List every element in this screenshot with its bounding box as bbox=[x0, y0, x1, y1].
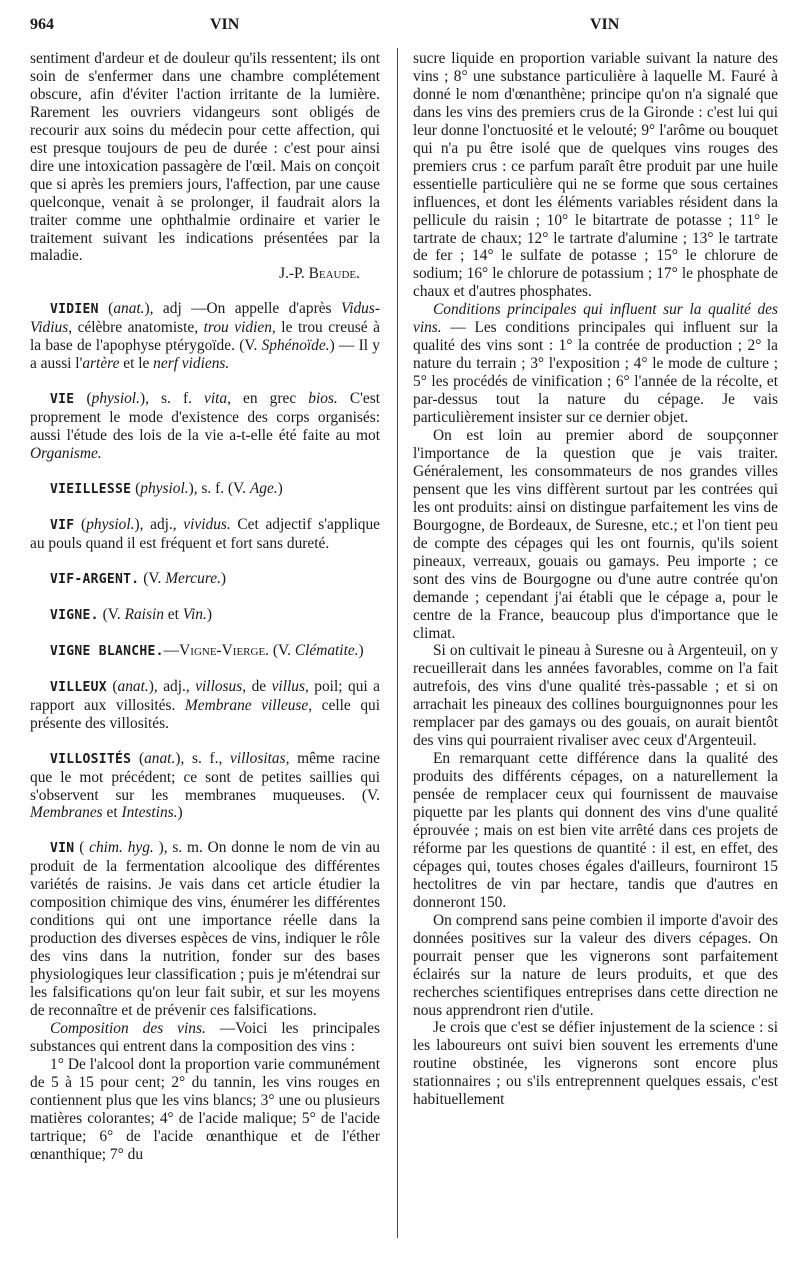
page-header bbox=[30, 16, 778, 44]
headword-vif: VIF bbox=[50, 517, 75, 533]
headword-villosites: VILLOSITÉS bbox=[50, 751, 132, 767]
entry-vie: VIE (physiol.), s. f. vita, en grec bios. C'est proprement le mode d'existence des corps organisés: aussi l'étude des lois de la vie a-t-elle été faite au mot Organisme. bbox=[30, 390, 381, 463]
section-heading-conditions: Conditions principales qui influent sur la qualité des vins. bbox=[413, 301, 778, 337]
left-column bbox=[30, 50, 380, 1164]
page-number: 964 bbox=[30, 16, 54, 33]
column-divider bbox=[397, 48, 398, 1238]
paragraph-science: Je crois que c'est se défier injustement de la science : si les laboureurs ont suivi bien souvent les errements d'une routine obstinée, les vignerons sont encore plus stationnaires ; ou s'ils entreprennent quelques essais, c'est habituellement bbox=[413, 1019, 778, 1109]
composition-list: 1° De l'alcool dont la proportion varie communément de 5 à 15 pour cent; 2° du tannin, les vins rouges en contiennent plus que les vins blancs; 3° une ou plusieurs matières colorantes; 4° de l'acide malique; 5° de l'acide tartrique; 6° de l'acide œnanthique et de l'éther œnanthique; 7° du bbox=[30, 1055, 380, 1163]
entry-villeux: VILLEUX (anat.), adj., villosus, de villus, poil; qui a rapport aux villosités. Membrane villeuse, celle qui présente des villosités. bbox=[30, 677, 380, 732]
headword-vieillesse: VIEILLESSE bbox=[50, 482, 132, 498]
entry-vigne: VIGNE. (V. Raisin et Vin.) bbox=[50, 605, 212, 623]
paragraph-pineau: Si on cultivait le pineau à Suresne ou à Argenteuil, on y recueillerait dans les années favorables, comme on l'a fait autrefois, des vins d'une qualité très-passable ; et si on arrachait les pineaux des collines bourguignonnes pour les remplacer par des gamays ou des gouais, on aurait bientôt des vins qui pourraient rivaliser avec ceux d'Argenteuil. bbox=[413, 642, 778, 750]
section-composition: Composition des vins. —Voici les principales substances qui entrent dans la composition des vins : bbox=[30, 1019, 380, 1055]
headword-vigne: VIGNE. bbox=[50, 607, 99, 623]
section-conditions: Conditions principales qui influent sur la qualité des vins. — Les conditions principales qui influent sur la qualité des vins sont : 1° la contrée de production ; 2° la nature du terrain ; 3° l'exposition ; 4° le mode de culture ; 5° les procédés de vinification ; 6° l'année de la récolte, et par-dessus tout la nature du cépage. Je vais particulièrement insister sur ce dernier objet. bbox=[413, 301, 778, 427]
headword-vidien: VIDIEN bbox=[50, 302, 99, 318]
headword-vigne-blanche: VIGNE BLANCHE. bbox=[50, 643, 164, 659]
section-heading-composition: Composition des vins. bbox=[50, 1019, 206, 1037]
paragraph-quality-difference: En remarquant cette différence dans la qualité des produits des différents cépages, on a naturellement la pensée de remplacer ceux qui fournissent de mauvaise piquette par les plants qui donnent des vins d'une qualité éprouvée ; mais on est bien vite arrêté dans ces projets de réforme par les questions de quantité : il est, en effet, des cépages qui, toutes choses égales d'ailleurs, fourniront 15 hectolitres de vin par hectare, tandis que d'autres en donneront 150. bbox=[413, 750, 778, 911]
continued-paragraph: sentiment d'ardeur et de douleur qu'ils ressentent; ils ont soin de s'enfermer dans une chambre complétement obscure, afin d'éviter l'action irritante de la lumière. Rarement les ouvriers vidangeurs sont obligés de recourir aux soins du médecin pour cette affection, qui est presque toujours de peu de durée : c'est pour ainsi dire une intoxication passagère de l'œil. Mais on conçoit que si après les premiers jours, l'affection, par une cause quelconque, venait à se prolonger, il faudrait alors la traiter comme une ophthalmie ordinaire et varier le traitement suivant les indications présentées par la maladie. bbox=[30, 50, 380, 265]
entry-vif: VIF (physiol.), adj., vividus. Cet adjectif s'applique au pouls quand il est fréquent et fort sans dureté. bbox=[30, 515, 380, 552]
paragraph-positive-data: On comprend sans peine combien il importe d'avoir des données positives sur la valeur des divers cépages. On pourrait penser que les vignerons sont parfaitement éclairés sur la nature de leurs produits, et que des recherches scientifiques entreprises dans cette direction ne nous apprendront rien d'utile. bbox=[413, 911, 778, 1019]
entry-vieillesse: VIEILLESSE (physiol.), s. f. (V. Age.) bbox=[50, 480, 283, 498]
entry-vidien: VIDIEN (anat.), adj —On appelle d'après Vidus-Vidius, célèbre anatomiste, trou vidien, le trou creusé à la base de l'apophyse ptérygoïde. (V. Sphénoïde.) — Il y a aussi l'artère et le nerf vidiens. bbox=[30, 300, 381, 373]
entry-villosites: VILLOSITÉS (anat.), s. f., villositas, même racine que le mot précédent; ce sont de petites saillies qui s'observent sur les membranes muqueuses. (V. Membranes et Intestins.) bbox=[30, 749, 380, 822]
running-head-right: VIN bbox=[590, 16, 620, 33]
running-head-left: VIN bbox=[210, 16, 240, 33]
entry-vin: VIN ( chim. hyg. ), s. m. On donne le nom de vin au produit de la fermentation alcoolique des différentes variétés de raisins. Je vais dans cet article étudier la composition chimique des vins, énumérer les différentes conditions qui ont une importance réelle dans la production des diverses espèces de vins, indiquer le rôle des vins dans la nutrition, fonder sur des bases physiologiques leur classification ; puis je m'étendrai sur les falsifications qu'on leur fait subir, et sur les moyens de reconnaître et de prévenir ces falsifications. bbox=[30, 839, 381, 1019]
headword-vif-argent: VIF-ARGENT. bbox=[50, 571, 140, 587]
composition-list-continued: sucre liquide en proportion variable suivant la nature des vins ; 8° une substance particulière à laquelle M. Fauré à donné le nom d'œnanthène; principe qu'on n'a signalé que dans les vins des premiers crus de la Gironde : c'est lui qui leur donne l'onctuosité et le velouté; 9° l'arôme ou bouquet qui n'a pu être isolé que de quelques vins rouges des premiers crus : ce parfum paraît être produit par une huile essentielle particulière qui ne se forme que sous certaines influences, et dont les éléments variables résident dans la pellicule du raisin ; 10° le bitartrate de potasse ; 11° le tartrate de chaux; 12° le tartrate d'alumine ; 13° le tartrate de fer ; 14° le sulfate de potasse ; 15° le chlorure de sodium; 16° le chlorure de potassium ; 17° le phosphate de chaux et d'autres phosphates. bbox=[413, 50, 778, 301]
entry-vif-argent: VIF-ARGENT. (V. Mercure.) bbox=[50, 569, 227, 587]
headword-vie: VIE bbox=[50, 392, 75, 408]
entry-vigne-blanche: VIGNE BLANCHE.—Vigne-Vierge. (V. Clématite.) bbox=[50, 641, 364, 659]
paragraph-cepage-importance: On est loin au premier abord de soupçonner l'importance de la question que je vais traiter. Généralement, les consommateurs de nos grandes villes pensent que les vins diffèrent surtout par les contrées qui les ont produits: ainsi on distingue parfaitement les vins de Bourgogne, de Bordeaux, de Suresne, etc.; et l'on tient peu de compte des cépages qui les ont fournis, qu'ils soient pineaux, verreaux, gouais ou gamays. Peu importe ; ce sont des vins de Bourgogne ou d'une autre contrée qu'on demande ; cependant j'ai établi que le cépage a, pour le centre de la France, beaucoup plus d'importance que le climat. bbox=[413, 427, 778, 642]
headword-villeux: VILLEUX bbox=[50, 679, 107, 695]
headword-vin: VIN bbox=[50, 841, 75, 857]
right-column bbox=[413, 50, 778, 1109]
author-signature: J.-P. Beaude. bbox=[279, 265, 360, 283]
